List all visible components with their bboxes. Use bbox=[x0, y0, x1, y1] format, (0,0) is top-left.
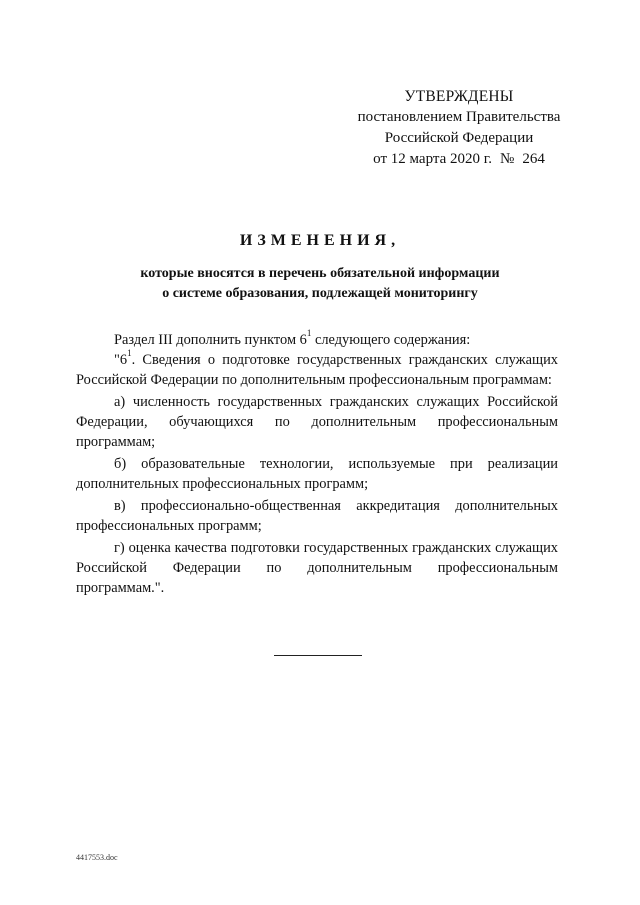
approval-number-sign: № bbox=[500, 151, 515, 167]
document-body bbox=[76, 330, 558, 600]
item-d-paragraph: г) оценка качества подготовки государственных гражданских служащих Российской Федерации по дополнительным профессиональным программам.". bbox=[76, 540, 558, 596]
approval-date: от 12 марта 2020 г. bbox=[373, 151, 492, 167]
intro-paragraph bbox=[76, 330, 558, 350]
document-subtitle bbox=[0, 264, 640, 304]
intro-superscript: 1 bbox=[306, 328, 312, 339]
document-title: ИЗМЕНЕНИЯ, bbox=[239, 232, 401, 249]
approval-stamp bbox=[330, 86, 588, 170]
intro-text-end: следующего содержания: bbox=[311, 332, 471, 348]
approval-line-1: постановлением Правительства bbox=[357, 109, 561, 125]
item-6-superscript: 1 bbox=[127, 348, 132, 359]
document-subtitle-line-1: которые вносятся в перечень обязательной информации bbox=[140, 266, 500, 281]
intro-text: Раздел III дополнить пунктом 6 bbox=[114, 332, 307, 348]
approval-date-line bbox=[330, 149, 588, 170]
approval-line-2: Российской Федерации bbox=[384, 130, 534, 146]
end-separator-line bbox=[274, 655, 362, 656]
item-b-paragraph: б) образовательные технологии, используемые при реализации дополнительных профессиональных программ; bbox=[76, 456, 558, 492]
document-code: 4417553.doc bbox=[76, 853, 118, 862]
item-c-paragraph: в) профессионально-общественная аккредитация дополнительных профессиональных программ; bbox=[76, 498, 558, 534]
approval-title: УТВЕРЖДЕНЫ bbox=[404, 88, 514, 105]
item-a-paragraph: а) численность государственных гражданских служащих Российской Федерации, обучающихся по дополнительным профессиональным программам; bbox=[76, 394, 558, 450]
approval-number: 264 bbox=[522, 151, 545, 167]
document-subtitle-line-2: о системе образования, подлежащей мониторингу bbox=[162, 286, 478, 301]
item-6-paragraph bbox=[76, 350, 558, 390]
item-6-text: . Сведения о подготовке государственных гражданских служащих Российской Федерации по дополнительным профессиональным программам: bbox=[76, 352, 558, 388]
document-heading bbox=[0, 232, 640, 304]
item-6-prefix: "6 bbox=[114, 352, 128, 368]
